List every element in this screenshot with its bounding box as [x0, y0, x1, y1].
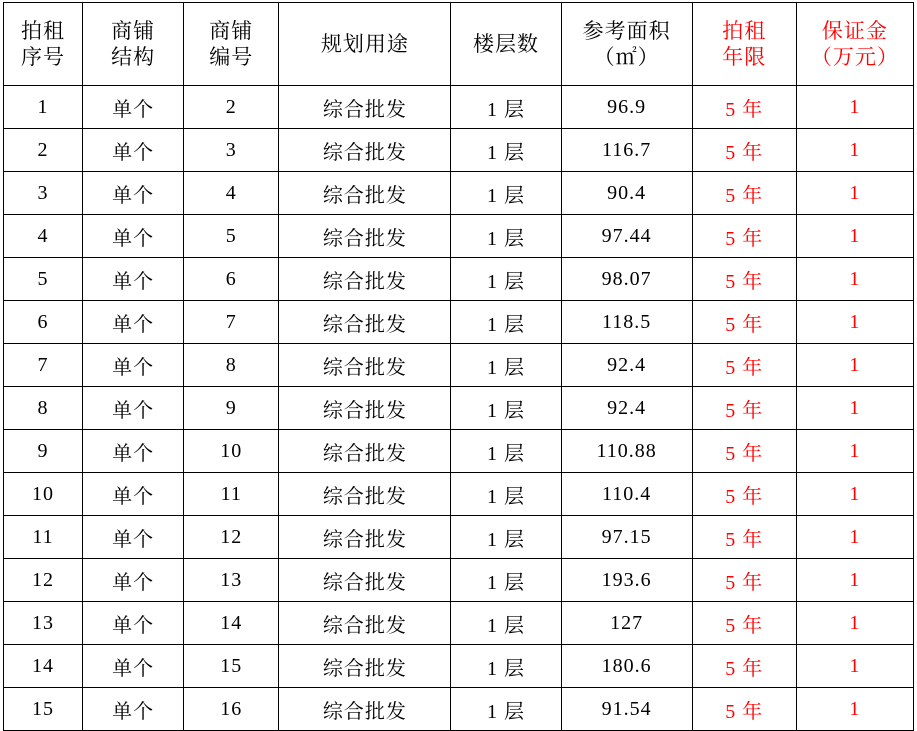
cell-floors: 1 层	[451, 172, 561, 215]
cell-struct: 单个	[83, 172, 184, 215]
table-row	[4, 473, 914, 516]
cell-area: 193.6	[561, 559, 692, 602]
table-body	[4, 86, 914, 731]
cell-use: 综合批发	[279, 645, 451, 688]
cell-seq: 11	[4, 516, 83, 559]
cell-use: 综合批发	[279, 172, 451, 215]
cell-deposit: 1	[796, 86, 913, 129]
column-header-line: 商铺	[209, 18, 254, 43]
column-header-area	[561, 3, 692, 86]
column-header-line: 结构	[111, 45, 156, 69]
cell-struct: 单个	[83, 602, 184, 645]
cell-area: 116.7	[561, 129, 692, 172]
cell-seq: 2	[4, 129, 83, 172]
cell-use: 综合批发	[279, 473, 451, 516]
cell-deposit: 1	[796, 344, 913, 387]
table-row	[4, 559, 914, 602]
cell-area: 180.6	[561, 645, 692, 688]
cell-struct: 单个	[83, 430, 184, 473]
cell-floors: 1 层	[451, 301, 561, 344]
cell-struct: 单个	[83, 86, 184, 129]
document-sheet	[0, 2, 917, 723]
column-header-code	[184, 3, 279, 86]
cell-seq: 12	[4, 559, 83, 602]
table-row	[4, 258, 914, 301]
table-row	[4, 86, 914, 129]
cell-deposit: 1	[796, 559, 913, 602]
cell-area: 97.15	[561, 516, 692, 559]
table-row	[4, 645, 914, 688]
cell-code: 3	[184, 129, 279, 172]
cell-code: 5	[184, 215, 279, 258]
cell-seq: 8	[4, 387, 83, 430]
table-row	[4, 215, 914, 258]
cell-term: 5 年	[692, 172, 796, 215]
cell-deposit: 1	[796, 258, 913, 301]
cell-struct: 单个	[83, 473, 184, 516]
table-header	[4, 3, 914, 86]
shop-rental-table	[3, 2, 914, 731]
column-header-term	[692, 3, 796, 86]
column-header-deposit	[796, 3, 913, 86]
table-row	[4, 172, 914, 215]
cell-seq: 5	[4, 258, 83, 301]
table-row	[4, 344, 914, 387]
cell-floors: 1 层	[451, 430, 561, 473]
cell-term: 5 年	[692, 473, 796, 516]
cell-use: 综合批发	[279, 516, 451, 559]
cell-use: 综合批发	[279, 301, 451, 344]
cell-term: 5 年	[692, 215, 796, 258]
cell-floors: 1 层	[451, 344, 561, 387]
cell-seq: 15	[4, 688, 83, 731]
column-header-line: 规划用途	[320, 31, 409, 56]
table-row	[4, 129, 914, 172]
table-row	[4, 301, 914, 344]
header-row	[4, 3, 914, 86]
cell-struct: 单个	[83, 215, 184, 258]
cell-area: 98.07	[561, 258, 692, 301]
cell-seq: 7	[4, 344, 83, 387]
column-header-line: 拍租	[21, 18, 66, 43]
column-header-struct	[83, 3, 184, 86]
column-header-floors	[451, 3, 561, 86]
cell-seq: 3	[4, 172, 83, 215]
cell-area: 91.54	[561, 688, 692, 731]
cell-struct: 单个	[83, 258, 184, 301]
cell-use: 综合批发	[279, 559, 451, 602]
cell-code: 9	[184, 387, 279, 430]
cell-floors: 1 层	[451, 645, 561, 688]
cell-term: 5 年	[692, 86, 796, 129]
column-header-line: 商铺	[111, 18, 156, 43]
cell-deposit: 1	[796, 430, 913, 473]
table-row	[4, 688, 914, 731]
cell-term: 5 年	[692, 258, 796, 301]
cell-code: 8	[184, 344, 279, 387]
cell-area: 90.4	[561, 172, 692, 215]
cell-struct: 单个	[83, 301, 184, 344]
cell-deposit: 1	[796, 473, 913, 516]
cell-area: 97.44	[561, 215, 692, 258]
cell-term: 5 年	[692, 645, 796, 688]
cell-struct: 单个	[83, 516, 184, 559]
cell-code: 12	[184, 516, 279, 559]
cell-use: 综合批发	[279, 344, 451, 387]
cell-use: 综合批发	[279, 258, 451, 301]
cell-term: 5 年	[692, 602, 796, 645]
cell-deposit: 1	[796, 645, 913, 688]
cell-code: 11	[184, 473, 279, 516]
cell-floors: 1 层	[451, 559, 561, 602]
table-row	[4, 516, 914, 559]
column-header-line: （万元）	[810, 45, 899, 69]
cell-floors: 1 层	[451, 258, 561, 301]
cell-term: 5 年	[692, 688, 796, 731]
cell-code: 4	[184, 172, 279, 215]
cell-seq: 4	[4, 215, 83, 258]
cell-code: 2	[184, 86, 279, 129]
cell-code: 14	[184, 602, 279, 645]
cell-code: 6	[184, 258, 279, 301]
cell-deposit: 1	[796, 688, 913, 731]
cell-code: 10	[184, 430, 279, 473]
cell-deposit: 1	[796, 301, 913, 344]
cell-area: 92.4	[561, 344, 692, 387]
cell-code: 13	[184, 559, 279, 602]
cell-seq: 14	[4, 645, 83, 688]
cell-use: 综合批发	[279, 602, 451, 645]
cell-term: 5 年	[692, 387, 796, 430]
cell-deposit: 1	[796, 387, 913, 430]
table-row	[4, 602, 914, 645]
cell-use: 综合批发	[279, 215, 451, 258]
cell-deposit: 1	[796, 602, 913, 645]
cell-struct: 单个	[83, 559, 184, 602]
cell-seq: 13	[4, 602, 83, 645]
cell-deposit: 1	[796, 172, 913, 215]
cell-use: 综合批发	[279, 86, 451, 129]
cell-deposit: 1	[796, 215, 913, 258]
table-row	[4, 387, 914, 430]
column-header-seq	[4, 3, 83, 86]
cell-struct: 单个	[83, 344, 184, 387]
column-header-line: 楼层数	[473, 31, 540, 56]
cell-floors: 1 层	[451, 387, 561, 430]
cell-floors: 1 层	[451, 516, 561, 559]
cell-floors: 1 层	[451, 602, 561, 645]
cell-area: 110.88	[561, 430, 692, 473]
cell-deposit: 1	[796, 516, 913, 559]
cell-floors: 1 层	[451, 86, 561, 129]
cell-area: 118.5	[561, 301, 692, 344]
cell-area: 127	[561, 602, 692, 645]
column-header-line: 保证金	[821, 18, 888, 43]
column-header-line: 拍租	[722, 18, 767, 43]
cell-use: 综合批发	[279, 129, 451, 172]
cell-area: 92.4	[561, 387, 692, 430]
cell-seq: 9	[4, 430, 83, 473]
cell-area: 96.9	[561, 86, 692, 129]
cell-term: 5 年	[692, 430, 796, 473]
cell-term: 5 年	[692, 559, 796, 602]
cell-deposit: 1	[796, 129, 913, 172]
cell-struct: 单个	[83, 688, 184, 731]
cell-struct: 单个	[83, 387, 184, 430]
cell-code: 15	[184, 645, 279, 688]
cell-code: 16	[184, 688, 279, 731]
cell-area: 110.4	[561, 473, 692, 516]
cell-floors: 1 层	[451, 688, 561, 731]
cell-struct: 单个	[83, 645, 184, 688]
cell-floors: 1 层	[451, 473, 561, 516]
column-header-line: （㎡）	[593, 45, 660, 69]
cell-struct: 单个	[83, 129, 184, 172]
cell-term: 5 年	[692, 129, 796, 172]
cell-term: 5 年	[692, 344, 796, 387]
column-header-line: 序号	[21, 45, 66, 69]
cell-seq: 6	[4, 301, 83, 344]
cell-term: 5 年	[692, 516, 796, 559]
cell-seq: 1	[4, 86, 83, 129]
cell-code: 7	[184, 301, 279, 344]
column-header-use	[279, 3, 451, 86]
cell-use: 综合批发	[279, 430, 451, 473]
cell-use: 综合批发	[279, 688, 451, 731]
table-row	[4, 430, 914, 473]
column-header-line: 年限	[722, 45, 767, 69]
cell-seq: 10	[4, 473, 83, 516]
column-header-line: 编号	[209, 45, 254, 69]
cell-term: 5 年	[692, 301, 796, 344]
cell-floors: 1 层	[451, 129, 561, 172]
cell-use: 综合批发	[279, 387, 451, 430]
column-header-line: 参考面积	[582, 18, 671, 43]
cell-floors: 1 层	[451, 215, 561, 258]
